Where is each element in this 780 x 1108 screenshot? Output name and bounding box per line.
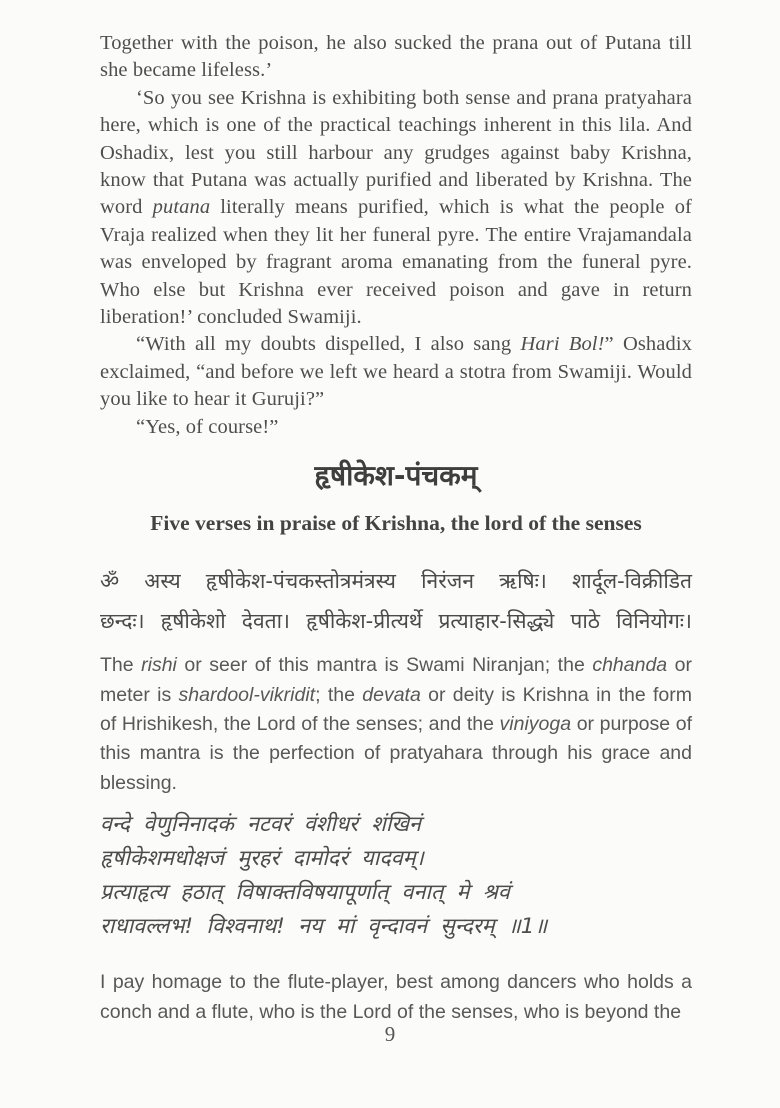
verse-line-4: राधावल्लभ! विश्वनाथ! नय मां वृन्दावनं सुन्दरम् ॥1॥ xyxy=(100,914,548,940)
sanskrit-verse-block xyxy=(100,808,692,944)
verse-translation: I pay homage to the flute-player, best among dancers who holds a conch and a flute, who is the Lord of the senses, who is beyond the xyxy=(100,971,692,1023)
page-number: 9 xyxy=(384,1022,396,1046)
page-text-block xyxy=(100,30,692,1027)
verse-line-1: वन्दे वेणुनिनादकं नटवरं वंशीधरं शंखिनं xyxy=(100,812,421,838)
verse-line-3: प्रत्याहृत्य हठात् विषाक्तविषयापूर्णात् वनात् मे श्रवं xyxy=(100,880,510,906)
mantra-line-1: ॐ अस्य हृषीकेश-पंचकस्तोत्रमंत्रस्य निरंजन ऋषिः। शार्दूल-विक्रीडित xyxy=(100,569,692,594)
paragraph-hari-bol: “With all my doubts dispelled, I also sang Hari Bol!” Oshadix exclaimed, “and before we left we heard a stotra from Swamiji. Would you like to hear it Guruji?” xyxy=(100,333,692,411)
mantra-line-2: छन्दः। हृषीकेशो देवता। हृषीकेश-प्रीत्यर्थे प्रत्याहार-सिद्ध्ये पाठे विनियोगः। xyxy=(100,609,692,634)
paragraph-yes-of-course: “Yes, of course!” xyxy=(136,415,279,438)
sanskrit-mantra-block xyxy=(100,561,692,641)
paragraph-poison-prana: Together with the poison, he also sucked the prana out of Putana till she became lifeless.’ xyxy=(100,32,692,82)
section-subtitle: Five verses in praise of Krishna, the lord of the senses xyxy=(150,511,642,536)
mantra-explanation: The rishi or seer of this mantra is Swami Niranjan; the chhanda or meter is shardool-vikridit; the devata or deity is Krishna in the form of Hrishikesh, the Lord of the senses; and the viniyoga or purpose of this mantra is the perfection of pratyahara through his grace and blessing. xyxy=(100,654,692,794)
paragraph-pratyahara-teaching: ‘So you see Krishna is exhibiting both sense and prana pratyahara here, which is one of the practical teachings inherent in this lila. And Oshadix, lest you still harbour any grudges against baby Krishna, know that Putana was actually purified and liberated by Krishna. The word putana literally means purified, which is what the people of Vraja realized when they lit her funeral pyre. The entire Vrajamandala was enveloped by fragrant aroma emanating from the funeral pyre. Who else but Krishna ever received poison and gave in return liberation!’ concluded Swamiji. xyxy=(100,86,692,329)
section-heading-devanagari: हृषीकेश-पंचकम् xyxy=(314,459,478,493)
verse-line-2: हृषीकेशमधोक्षजं मुरहरं दामोदरं यादवम्। xyxy=(100,846,424,872)
